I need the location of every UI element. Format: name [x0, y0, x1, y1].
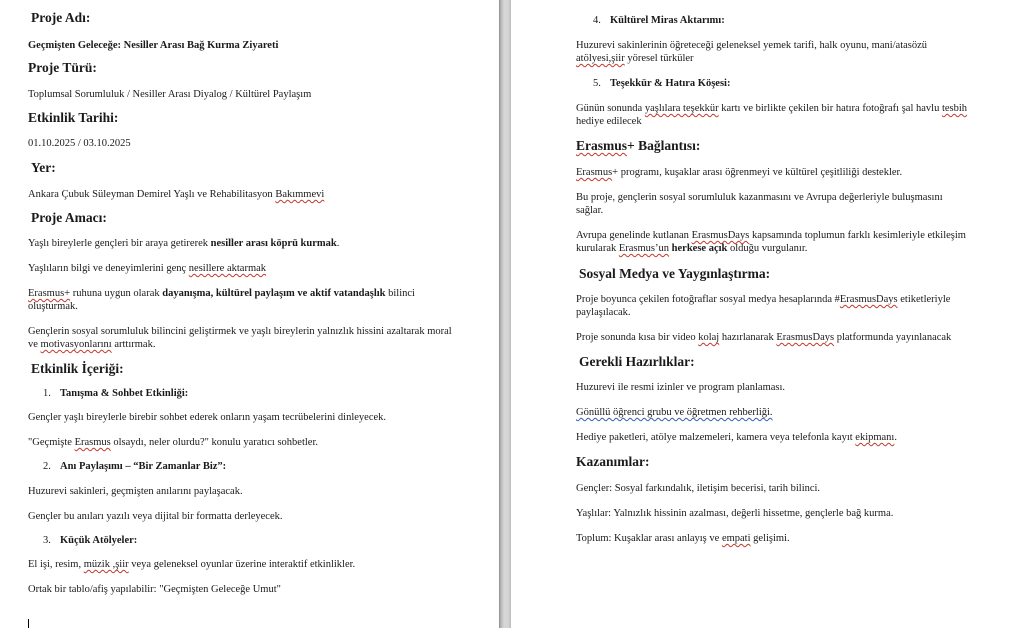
- list-item-1: [43, 387, 499, 400]
- spelling-flag[interactable]: Erasmus: [576, 138, 628, 153]
- spelling-flag[interactable]: ErasmusDays: [776, 332, 835, 343]
- text-run: El işi, resim,: [28, 559, 84, 570]
- list-item-4: [593, 14, 1024, 27]
- location: [28, 188, 499, 201]
- text-run: Proje sonunda kısa bir video: [576, 332, 699, 343]
- spelling-flag[interactable]: müzik ,şiir: [83, 559, 129, 570]
- gains-paragraph-3: [576, 532, 1024, 545]
- spelling-flag[interactable]: nesillere aktarmak: [188, 263, 267, 274]
- list-number: 5.: [593, 78, 601, 89]
- document-page-right[interactable]: [511, 0, 1024, 628]
- text-run: "Geçmişte: [28, 437, 75, 448]
- text-run: Avrupa genelinde kutlanan: [576, 230, 692, 241]
- heading-text: + Bağlantısı:: [627, 138, 701, 153]
- section-heading-gains: Kazanımlar:: [576, 454, 650, 469]
- item1-paragraph-2: [28, 436, 499, 449]
- spelling-flag[interactable]: ekipmanı: [855, 432, 895, 443]
- social-paragraph-1: [576, 293, 976, 319]
- spelling-flag[interactable]: motivasyonlarını: [40, 339, 112, 350]
- erasmus-paragraph-2: Bu proje, gençlerin sosyal sorumluluk kazanmasını ve Avrupa değerleriyle buluşmasını sağlar.: [576, 192, 943, 216]
- section-heading-event-date: Etkinlik Tarihi:: [28, 110, 119, 125]
- spelling-flag[interactable]: Bakımmevi: [275, 189, 325, 200]
- list-item-5: [593, 77, 1024, 90]
- bold-run: herkese açık: [671, 243, 728, 254]
- list-number: 1.: [43, 388, 51, 399]
- text-run: hazırlanarak: [719, 332, 777, 343]
- prep-paragraph-2: [576, 406, 1024, 419]
- text-run: olduğu vurgulanır.: [727, 243, 808, 254]
- item2-paragraph-1: Huzurevi sakinleri, geçmişten anılarını paylaşacak.: [28, 486, 243, 497]
- project-type: Toplumsal Sorumluluk / Nesiller Arası Diyalog / Kültürel Paylaşım: [28, 89, 312, 100]
- section-heading-preparations: Gerekli Hazırlıklar:: [579, 354, 695, 369]
- text-run: arttırmak.: [111, 339, 156, 350]
- section-heading-project-purpose: Proje Amacı:: [31, 210, 107, 225]
- text-run: etiketleriyle paylaşılacak.: [576, 294, 951, 318]
- purpose-paragraph-2: [28, 262, 499, 275]
- location-text: Ankara Çubuk Süleyman Demirel Yaşlı ve Rehabilitasyon: [28, 189, 276, 200]
- list-number: 2.: [43, 461, 51, 472]
- text-run: Hediye paketleri, atölye malzemeleri, kamera veya telefonla kayıt: [576, 432, 856, 443]
- section-heading-project-name: Proje Adı:: [31, 10, 91, 25]
- text-run: Huzurevi sakinlerinin öğreteceği geleneksel yemek tarifi, halk oyunu, mani/atasözü: [576, 40, 928, 51]
- purpose-paragraph-3: [28, 287, 448, 313]
- text-run: bilinci oluşturmak.: [28, 288, 415, 312]
- section-heading-erasmus-link: [576, 138, 1024, 154]
- spelling-flag[interactable]: tesbih: [941, 103, 968, 114]
- spelling-flag[interactable]: yaşlılara teşekkür: [644, 103, 719, 114]
- item4-paragraph: [576, 39, 976, 65]
- text-run: yöresel türküler: [624, 53, 694, 64]
- text-run: olsaydı, neler olurdu?" konulu yaratıcı sohbetler.: [110, 437, 318, 448]
- spelling-flag[interactable]: atölyesi,şiir: [576, 53, 625, 64]
- text-run: gelişimi.: [750, 533, 790, 544]
- text-run: kapsamında toplumun farklı kesimleriyle etkileşim kurularak: [576, 230, 966, 254]
- social-paragraph-2: [576, 331, 1024, 344]
- bold-run: nesiller arası köprü kurmak: [210, 238, 337, 249]
- list-number: 4.: [593, 15, 601, 26]
- event-date: 01.10.2025 / 03.10.2025: [28, 138, 131, 149]
- prep-paragraph-1: Huzurevi ile resmi izinler ve program planlaması.: [576, 382, 786, 393]
- section-heading-location: Yer:: [31, 160, 56, 175]
- document-page-left[interactable]: [0, 0, 499, 628]
- text-run: platformunda yayınlanacak: [834, 332, 952, 343]
- text-run: + programı, kuşaklar arası öğrenmeyi ve kültürel çeşitliliği destekler.: [612, 167, 903, 178]
- list-item-title: Tanışma & Sohbet Etkinliği:: [60, 388, 189, 399]
- purpose-paragraph-1: [28, 237, 499, 250]
- text-run: ruhuna uygun olarak: [70, 288, 163, 299]
- grammar-flag[interactable]: Gönüllü öğrenci grubu ve öğretmen rehberliği.: [576, 407, 773, 418]
- text-run: kartı ve birlikte çekilen bir hatıra fotoğrafı şal havlu: [718, 103, 942, 114]
- purpose-paragraph-4: [28, 325, 453, 351]
- text-run: Toplum: Kuşaklar arası anlayış ve: [576, 533, 722, 544]
- text-run: Yaşlıların bilgi ve deneyimlerini genç: [28, 263, 189, 274]
- section-heading-social-media: Sosyal Medya ve Yaygınlaştırma:: [579, 266, 771, 281]
- list-item-title: Küçük Atölyeler:: [60, 535, 138, 546]
- item2-paragraph-2: Gençler bu anıları yazılı veya dijital bir formatta derleyecek.: [28, 511, 283, 522]
- erasmus-paragraph-1: [576, 166, 1024, 179]
- spelling-flag[interactable]: Erasmus+: [28, 288, 71, 299]
- list-item-title: Teşekkür & Hatıra Köşesi:: [610, 78, 731, 89]
- item5-paragraph: [576, 102, 996, 128]
- spelling-flag[interactable]: Erasmus: [576, 167, 613, 178]
- bold-run: dayanışma, kültürel paylaşım ve aktif vatandaşlık: [162, 288, 386, 299]
- project-name: Geçmişten Geleceğe: Nesiller Arası Bağ Kurma Ziyareti: [28, 40, 279, 51]
- spelling-flag[interactable]: Erasmus: [74, 437, 111, 448]
- item3-paragraph-2: Ortak bir tablo/afiş yapılabilir: "Geçmişten Geleceğe Umut": [28, 584, 281, 595]
- text-run: Proje boyunca çekilen fotoğraflar sosyal medya hesaplarında #: [576, 294, 840, 305]
- spelling-flag[interactable]: Erasmus’un: [618, 243, 670, 254]
- prep-paragraph-3: [576, 431, 1024, 444]
- item1-paragraph-1: Gençler yaşlı bireylerle birebir sohbet ederek onların yaşam tecrübelerini dinleyecek.: [28, 412, 387, 423]
- spelling-flag[interactable]: kolaj: [698, 332, 720, 343]
- erasmus-paragraph-3: [576, 229, 996, 255]
- text-run: .: [336, 238, 340, 249]
- list-item-2: [43, 460, 499, 473]
- gains-paragraph-1: Gençler: Sosyal farkındalık, iletişim becerisi, tarih bilinci.: [576, 483, 821, 494]
- item3-paragraph-1: [28, 558, 499, 571]
- list-number: 3.: [43, 535, 51, 546]
- gains-paragraph-2: Yaşlılar: Yalnızlık hissinin azalması, değerli hissetme, gençlerle bağ kurma.: [576, 508, 894, 519]
- text-run: Günün sonunda: [576, 103, 645, 114]
- section-heading-project-type: Proje Türü:: [28, 60, 97, 75]
- text-run: .: [894, 432, 897, 443]
- text-run: veya geleneksel oyunlar üzerine interaktif etkinlikler.: [128, 559, 356, 570]
- spelling-flag[interactable]: empati: [721, 533, 751, 544]
- spelling-flag[interactable]: ErasmusDays: [691, 230, 750, 241]
- list-item-3: [43, 534, 499, 547]
- section-heading-event-content: Etkinlik İçeriği:: [31, 361, 124, 376]
- text-run: Gençlerin sosyal sorumluluk bilincini geliştirmek ve yaşlı bireylerin yalnızlık hissini azaltarak moral ve: [28, 326, 452, 350]
- spelling-flag[interactable]: ErasmusDays: [839, 294, 898, 305]
- list-item-title: Anı Paylaşımı – “Bir Zamanlar Biz”:: [60, 461, 227, 472]
- text-run: hediye edilecek: [576, 116, 642, 127]
- text-cursor: [28, 619, 29, 628]
- page-gutter: [499, 0, 511, 628]
- list-item-title: Kültürel Miras Aktarımı:: [610, 15, 725, 26]
- text-run: Yaşlı bireylerle gençleri bir araya getirerek: [28, 238, 211, 249]
